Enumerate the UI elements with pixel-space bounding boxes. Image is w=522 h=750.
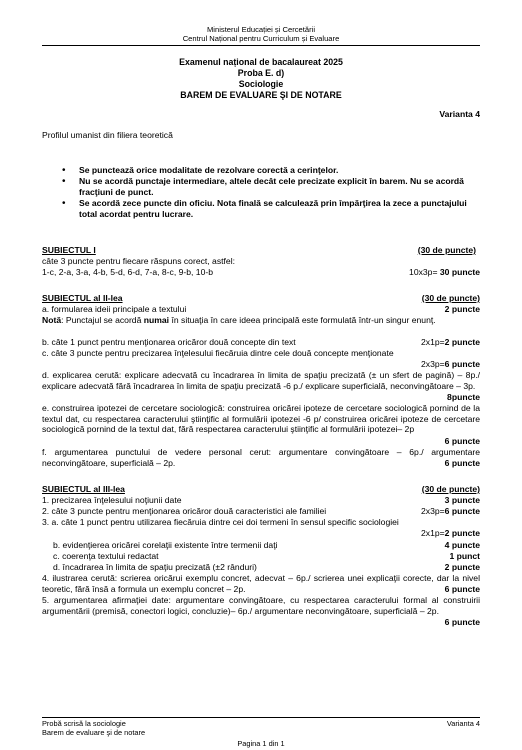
section-2-points: (30 de puncte) [421, 293, 480, 303]
item-3-5: 5. argumentarea afirmaţiei date: argumentare convingătoare, cu respectarea caracterului formal al construirii argumentării (premisă, conectori logici, concluzie)– 6p./ argumentare neconvingătoare, superficială – 2p. [42, 595, 480, 616]
bullet-icon: • [62, 165, 66, 176]
item-2c: c. câte 3 puncte pentru precizarea înţelesului fiecăruia dintre cele două concepte menţionate [42, 348, 394, 358]
footer-exam: Probă scrisă la sociologie [42, 719, 126, 728]
footer-divider [42, 717, 480, 718]
bullet-icon: • [62, 176, 66, 187]
item-3-3c-points: 1 punct [449, 551, 480, 561]
page-number: Pagina 1 din 1 [237, 739, 285, 748]
note-2a [42, 315, 480, 326]
item-2b: b. câte 1 punct pentru menţionarea oricăror două concepte din text [42, 337, 296, 347]
item-2c-calc: 2x3p= [421, 359, 445, 369]
note-emphasis: numai [143, 315, 170, 325]
item-3-4: 4. ilustrarea cerută: scrierea oricărui exemplu concret, adecvat – 6p./ scrierea unei explicaţii corecte, dar la nivel teoretic, fără însă a formula un exemplu concret – 2p. [42, 573, 480, 594]
ministry-header: Ministerul Educației și Cercetării [206, 25, 316, 34]
item-2d: d. explicarea cerută: explicare adecvată cu încadrarea în limita de spaţiu precizată (± un sfert de pagină) – 8p./ explicare adecvată fără încadrarea în limita de spaţiu precizată -6 p./ explicare superficială, neconvingătoare – 3p. [42, 370, 480, 391]
item-3-3a: 3. a. câte 1 punct pentru utilizarea fiecăruia dintre cei doi termeni în sensul specific sociologiei [42, 517, 399, 527]
exam-barem-title: BAREM DE EVALUARE ŞI DE NOTARE [180, 90, 342, 100]
note-text: : Punctajul se acordă [61, 315, 144, 325]
section-1-points: (30 de puncte) [417, 245, 476, 255]
section-1-instruction: câte 3 puncte pentru fiecare răspuns corect, astfel: [42, 256, 235, 266]
item-3-3d-points: 2 puncte [444, 562, 480, 572]
rule-item: Nu se acordă punctaje intermediare, altele decât cele precizate explicit în barem. Nu se acordă fracţiuni de punct. [79, 176, 464, 197]
item-3-5-points: 6 puncte [444, 617, 480, 627]
item-3-2-calc: 2x3p= [421, 506, 445, 516]
item-3-2-points: 6 puncte [444, 506, 480, 516]
section-1-answers: 1-c, 2-a, 3-a, 4-b, 5-d, 6-d, 7-a, 8-c, 9-b, 10-b [42, 267, 213, 277]
item-3-2: 2. câte 3 puncte pentru menţionarea oricăror două caracteristici ale familiei [42, 506, 327, 516]
item-2e: e. construirea ipotezei de cercetare sociologică: construirea oricărei ipoteze de cercetare sociologică pornind de la textul dat, cu respectarea caracterului ştiinţific al formulării ipotezei -6 p/ construirea oricărei ipoteze de cercetare sociologică pornind de la textul dat, fără respectarea caracterului ştiinţific al formulării ipotezei– 2p [42, 403, 480, 435]
exam-title: Examenul național de bacalaureat 2025 [179, 57, 343, 67]
item-2f-points: 6 puncte [444, 458, 480, 468]
item-2a: a. formularea ideii principale a textului [42, 304, 187, 314]
exam-subject: Sociologie [238, 79, 284, 89]
rule-item: Se acordă zece puncte din oficiu. Nota finală se calculează prin împărţirea la zece a punctajului total acordat pentru lucrare. [79, 198, 467, 219]
item-3-3a-calc: 2x1p= [421, 528, 445, 538]
section-3-title: SUBIECTUL al III-lea [42, 484, 125, 494]
note-text-end: în situaţia în care ideea principală este formulată într-un singur enunţ. [169, 315, 436, 325]
item-3-1: 1. precizarea înţelesului noţiunii date [42, 495, 182, 505]
section-1-total: 30 puncte [439, 267, 480, 277]
item-3-1-points: 3 puncte [444, 495, 480, 505]
section-1-calc: 10x3p= [409, 267, 438, 277]
item-3-3b: b. evidenţierea oricărei corelaţii existente între termenii daţi [53, 540, 278, 550]
section-2-title: SUBIECTUL al II-lea [42, 293, 123, 303]
center-header: Centrul Național pentru Curriculum și Evaluare [182, 34, 340, 43]
item-2c-score [421, 359, 480, 370]
rule-item: Se punctează orice modalitate de rezolvare corectă a cerinţelor. [79, 165, 339, 175]
item-3-2-score [421, 506, 480, 517]
item-2d-points: 8puncte [447, 392, 480, 402]
item-3-3c: c. coerenţa textului redactat [53, 551, 159, 561]
item-3-3b-points: 4 puncte [444, 540, 480, 550]
item-2b-score [421, 337, 480, 348]
item-2e-points: 6 puncte [444, 436, 480, 446]
exam-subtitle: Proba E. d) [237, 68, 285, 78]
item-3-3a-score [421, 528, 480, 539]
section-1-score [409, 267, 480, 278]
item-2a-points: 2 puncte [444, 304, 480, 314]
footer-variant: Varianta 4 [446, 719, 480, 728]
item-2c-points: 6 puncte [444, 359, 480, 369]
section-3-points: (30 de puncte) [421, 484, 480, 494]
variant-label: Varianta 4 [439, 109, 480, 119]
item-3-4-points: 6 puncte [444, 584, 480, 594]
footer-barem: Barem de evaluare şi de notare [42, 728, 146, 737]
bullet-icon: • [62, 198, 66, 209]
item-2b-points: 2 puncte [444, 337, 480, 347]
item-2b-calc: 2x1p= [421, 337, 445, 347]
item-3-3d: d. încadrarea în limita de spaţiu precizată (±2 rânduri) [53, 562, 257, 572]
header-divider [42, 45, 480, 46]
item-3-3a-points: 2 puncte [444, 528, 480, 538]
section-1-title: SUBIECTUL I [42, 245, 96, 255]
profile-label: Profilul umanist din filiera teoretică [42, 130, 173, 140]
item-2f: f. argumentarea punctului de vedere personal cerut: argumentare convingătoare – 6p./ argumentare neconvingătoare, superficială – 2p. [42, 447, 480, 468]
note-label: Notă [42, 315, 62, 325]
